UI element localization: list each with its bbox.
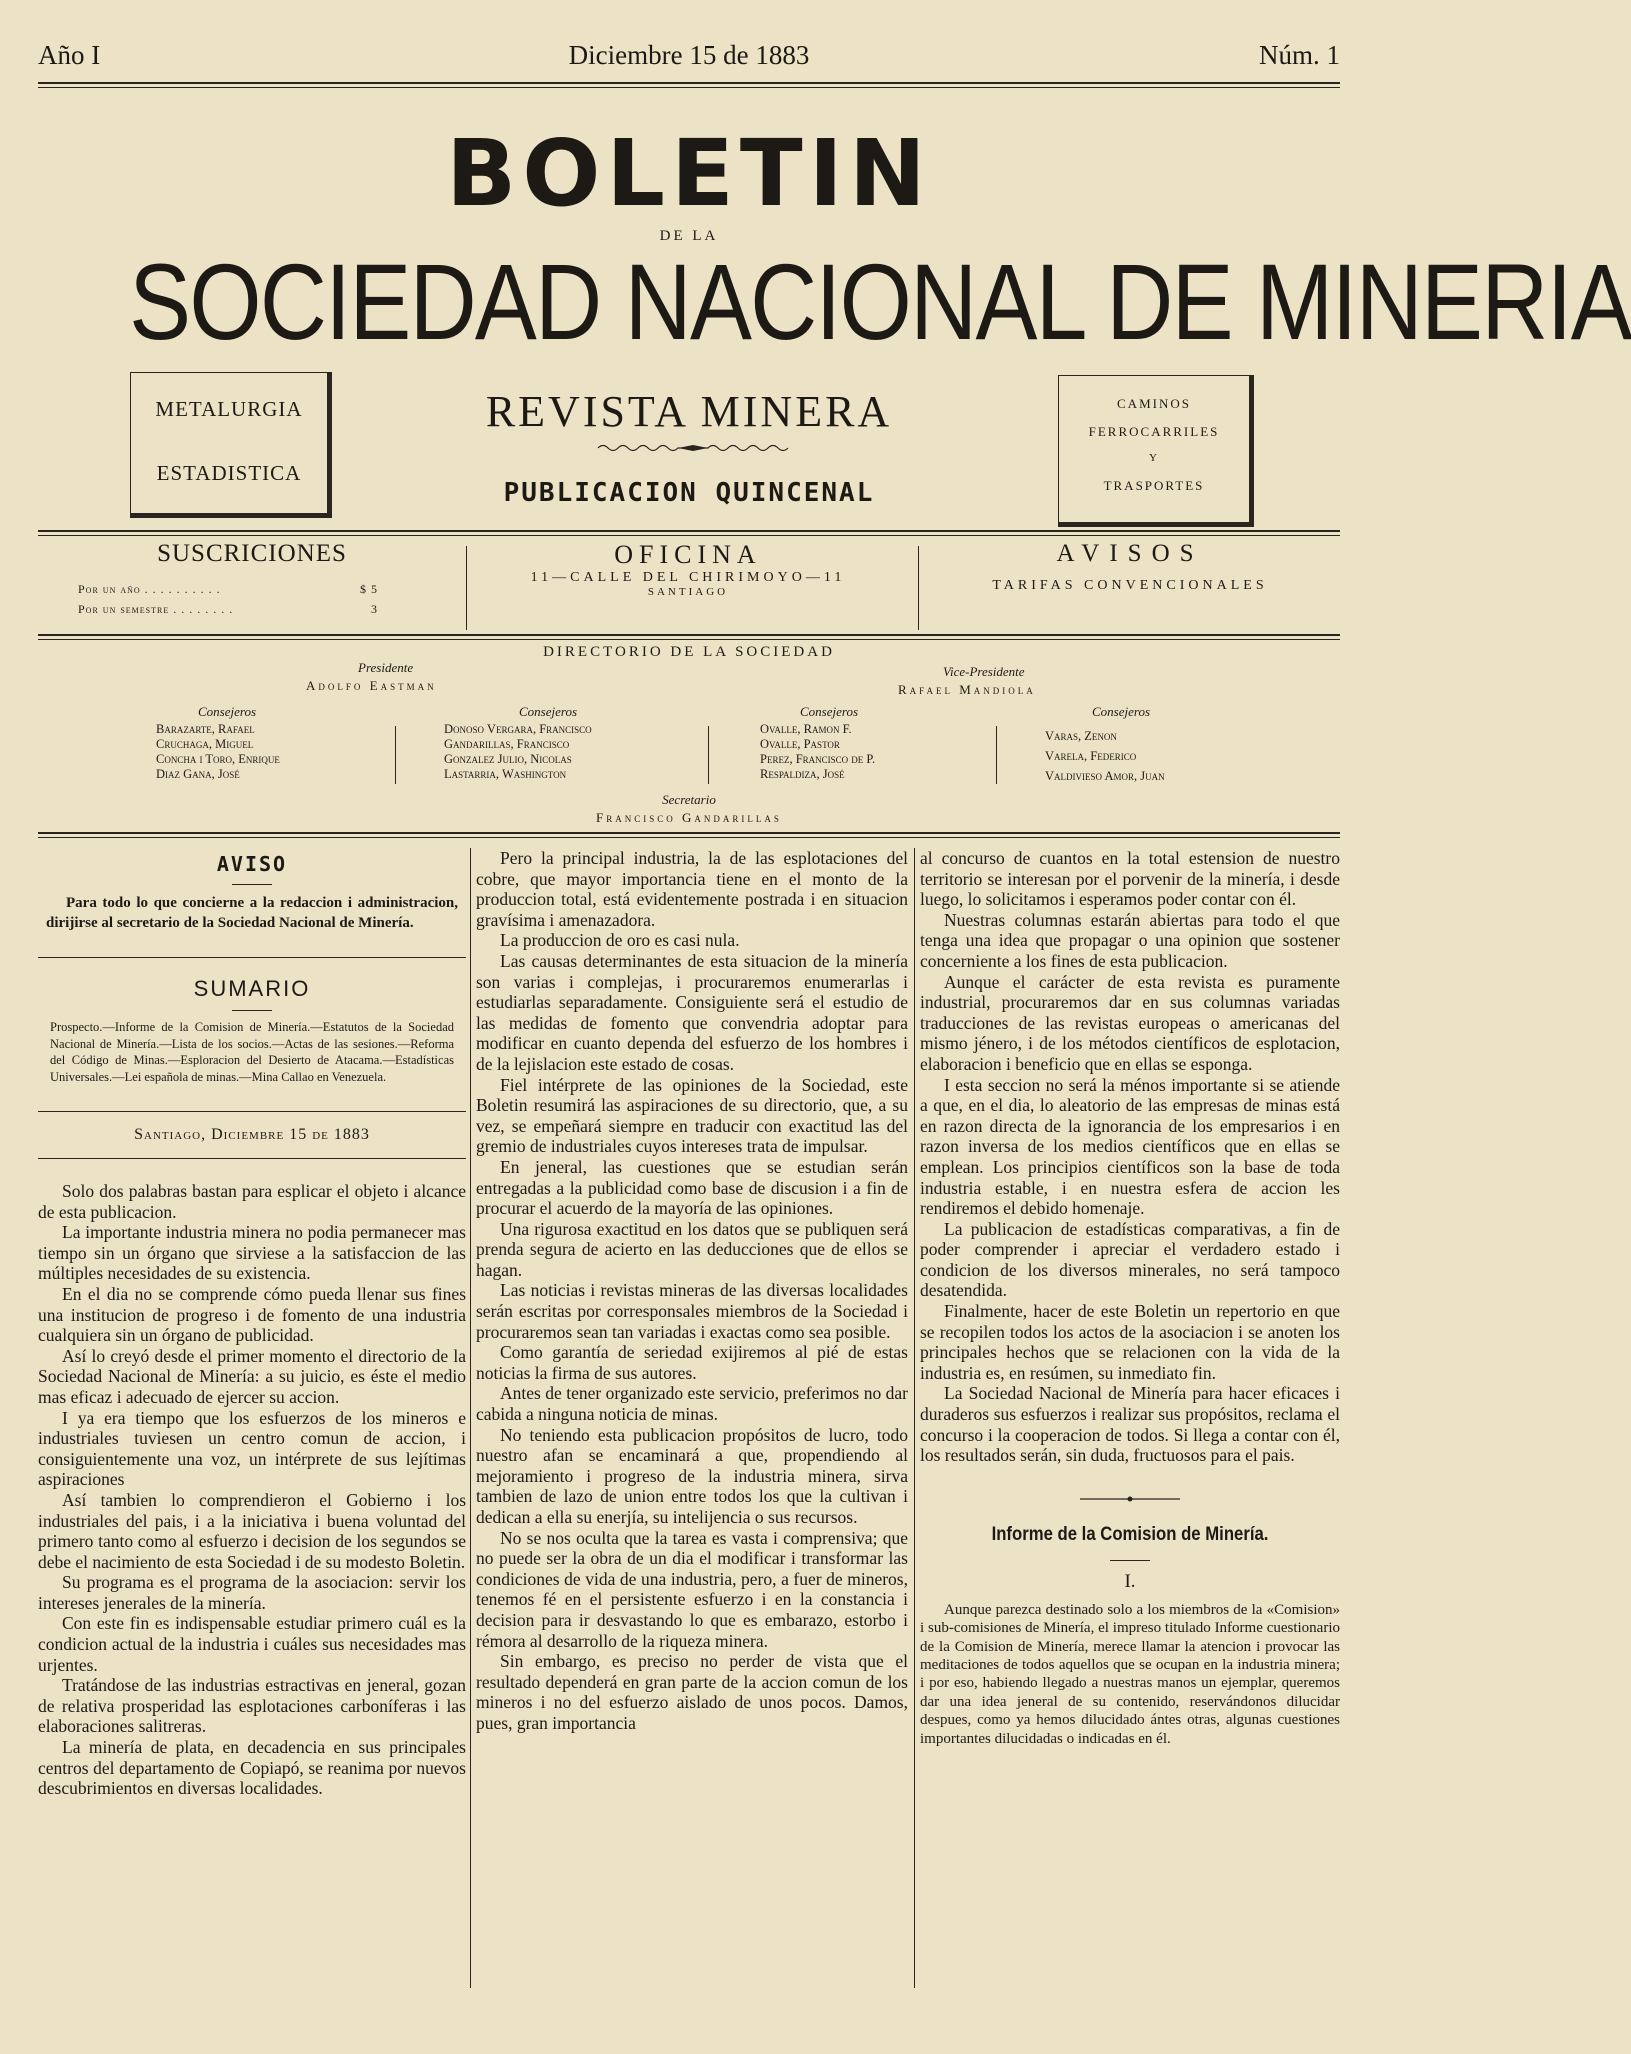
secretario-label: Secretario — [662, 792, 716, 807]
box-caminos — [1058, 375, 1254, 527]
consejeros-label: Consejeros — [1092, 704, 1151, 719]
info-divider — [466, 546, 467, 630]
column-divider — [914, 848, 915, 1988]
prospecto-text — [38, 1181, 466, 1799]
informe-section-number: I. — [1124, 1570, 1136, 1592]
paragraph: Finalmente, hacer de este Boletin un repertorio en que se recopilen todos los actos de la asociacion i se anoten los principales hechos que se relacionen con la vida de la industria es, en resúmen, su inmediato fin. — [920, 1301, 1340, 1383]
revista-minera: REVISTA MINERA — [485, 387, 893, 436]
paragraph: Así tambien lo comprendieron el Gobierno i los industriales del pais, i a la iniciativa i buena voluntad del primero tanto como al esfuerzo i decision de los segundos se debe el nacimiento de esta Sociedad i de su modesto Boletin. — [38, 1489, 466, 1572]
paragraph: Solo dos palabras bastan para esplicar el objeto i alcance de esta publicacion. — [38, 1181, 466, 1222]
paragraph: Las noticias i revistas mineras de las diversas localidades serán escritas por corresponsales miembros de la Sociedad i procuraremos sean tan variadas i exactas como sea posible. — [476, 1280, 908, 1342]
sumario-text: Prospecto.—Informe de la Comision de Minería.—Estatutos de la Sociedad Nacional de Minería.—Lista de los socios.—Actas de las sesiones.—Reforma del Código de Minas.—Esploracion del Desierto de Atacama.—Estadísticas Universales.—Lei española de minas.—Mina Callao en Venezuela. — [50, 1020, 454, 1084]
top-rule — [38, 82, 1340, 88]
presidente-label: Presidente — [358, 660, 414, 675]
aviso-text: Para todo lo que concierne a la redaccion i administracion, dirijirse al secretario de la Sociedad Nacional de Minería. — [46, 895, 458, 931]
paragraph: No se nos oculta que la tarea es vasta i comprensiva; que no puede ser la obra de un dia el modificar i transformar las condiciones de vida de una industria, pero, a fuer de mineros, tenemos fé en el persistente esfuerzo i en la constancia i decision para ir desvastando lo que es embarazo, estorbo i rémora al desarrollo de la riqueza minera. — [476, 1527, 908, 1651]
info-divider — [918, 546, 919, 630]
paragraph: I esta seccion no será la ménos importante si se atiende a que, en el dia, lo aleatorio de las empresas de minas está en razon directa de la ignorancia de los empresarios i en razon inversa de los medios científicos que en ellas se emplean. Los principios científicos son la base de toda industria estable, i en nuestra esfera de accion les rendiremos el debido homenaje. — [920, 1074, 1340, 1219]
suscriciones-block — [38, 540, 466, 636]
ornament-icon — [598, 442, 788, 454]
column-divider — [470, 848, 471, 1988]
informe-title: Informe de la Comision de Minería. — [991, 1523, 1269, 1545]
issue-date: Diciembre 15 de 1883 — [568, 40, 810, 70]
info-rule — [38, 634, 1340, 640]
info-band — [38, 540, 1340, 636]
paragraph: Pero la principal industria, la de las esplotaciones del cobre, que mayor importancia tiene en el monto de la produccion total, está evidentemente postrada i en situacion gravísima i amenazadora. — [476, 848, 908, 930]
susc-row: Por un semestre . . . . . . . . 3 — [78, 602, 378, 616]
avisos-block — [920, 540, 1340, 636]
directorio — [38, 642, 1340, 832]
paragraph: No teniendo esta publicacion propósitos de lucro, todo nuestro afan se encaminará a que, propendiendo al mejoramiento i progreso de la industria minera, sirva tambien de lazo de union entre todos los que la cultivan i dedican a ella su enerjía, su intelijencia o sus recursos. — [476, 1424, 908, 1527]
avisos-title: AVISOS — [1056, 540, 1204, 567]
paragraph: al concurso de cuantos en la total estension de nuestro territorio se interesan por el porvenir de la minería, i desde luego, lo solicitamos i esperamos poder contar con él. — [920, 848, 1340, 910]
dir-divider — [395, 726, 396, 784]
paragraph: La Sociedad Nacional de Minería para hacer eficaces i duraderos sus esfuerzos i realizar sus propósitos, reclama el concurso i la cooperacion de todos. Si llega a contar con él, los resultados serán, sin duda, fructuosos para el pais. — [920, 1383, 1340, 1466]
short-rule — [232, 884, 272, 885]
consejeros-label: Consejeros — [519, 704, 578, 719]
oficina-title: OFICINA — [614, 540, 762, 569]
paragraph: Antes de tener organizado este servicio, preferimos no dar cabida a ninguna noticia de minas. — [476, 1383, 908, 1425]
dateline: Santiago, Diciembre 15 de 1883 — [134, 1126, 370, 1143]
box-right-line: FERROCARRILES — [1088, 424, 1220, 439]
vice-label: Vice-Presidente — [943, 664, 1025, 679]
masthead-de-la: DE LA — [659, 228, 719, 244]
oficina-city: SANTIAGO — [647, 586, 729, 598]
box-right-line: CAMINOS — [1117, 396, 1191, 411]
consejeros-group: Barazarte, Rafael Cruchaga, Miguel Concha i Toro, Enrique Diaz Gana, José — [156, 722, 280, 781]
short-rule — [232, 1010, 272, 1011]
vice-name: Rafael Mandiola — [898, 682, 1036, 697]
directorio-title: DIRECTORIO DE LA SOCIEDAD — [543, 644, 835, 660]
oficina-block — [468, 540, 908, 636]
section-rule — [38, 1111, 466, 1112]
publicacion-quincenal: PUBLICACION QUINCENAL — [503, 478, 875, 508]
oficina-address: 11—CALLE DEL CHIRIMOYO—11 — [530, 570, 846, 585]
paragraph: La minería de plata, en decadencia en sus principales centros del departamento de Copiapó, se reanima por nuevos descubrimientos en diversas localidades. — [38, 1737, 466, 1799]
consejeros-group: Varas, Zenon Varela, Federico Valdivieso Amor, Juan — [1045, 729, 1165, 783]
paragraph: Fiel intérprete de las opiniones de la Sociedad, este Boletin resumirá las aspiraciones de su directorio, que, a su vez, se empeñará siempre en traducir con exactitud las del gremio de industriales cuyos intereses trata de impulsar. — [476, 1074, 908, 1157]
paragraph: Su programa es el programa de la asociacion: servir los intereses jenerales de la minería. — [38, 1572, 466, 1613]
dir-divider — [708, 726, 709, 784]
box-left-line: METALURGIA — [155, 397, 303, 421]
section-rule — [38, 1158, 466, 1159]
paragraph: Aunque parezca destinado solo a los miembros de la «Comision» i sub-comisiones de Minería, el impreso titulado Informe cuestionario de la Comision de Minería, merece llamar la atencion i provocar las meditaciones de todos aquellos que se ocupan en la industria minera; i por eso, habiendo llegado a nuestras manos un ejemplar, queremos dar una idea jeneral de su contenido, reservándonos dilucidar despues, como ya hemos dilucidado ántes otras, algunas cuestiones importantes dilucidadas o indicadas en él. — [920, 1601, 1340, 1747]
paragraph: La publicacion de estadísticas comparativas, a fin de poder comprender i apreciar el verdadero estado i condicion de los diversos minerales, no será tampoco desatendida. — [920, 1218, 1340, 1301]
consejeros-label: Consejeros — [198, 704, 257, 719]
consejeros-label: Consejeros — [800, 704, 859, 719]
paragraph: En el dia no se comprende cómo pueda llenar sus fines una institucion de progreso i de fomento de una industria cualquiera sin un órgano de publicidad. — [38, 1283, 466, 1346]
directorio-rule — [38, 832, 1340, 838]
issue-number: Núm. 1 — [1259, 40, 1340, 70]
paragraph: En jeneral, las cuestiones que se estudian serán entregadas a la publicidad como base de discusion i a fin de procurar el acuerdo de la mayoría de las opiniones. — [476, 1156, 908, 1219]
paragraph: Una rigurosa exactitud en los datos que se publiquen será prenda segura de acierto en las deducciones que de ellos se hagan. — [476, 1218, 908, 1280]
informe-text — [920, 1601, 1340, 1748]
sumario-title: SUMARIO — [193, 976, 311, 1001]
paragraph: Aunque el carácter de esta revista es puramente industrial, procuraremos dar en sus columnas variadas traducciones de las revistas europeas o americanas del mismo jénero, i de los métodos científicos de esplotacion, elaboracion i beneficio que en ellas se esponga. — [920, 971, 1340, 1074]
column-right — [920, 848, 1340, 1748]
dir-divider — [996, 726, 997, 784]
section-rule — [38, 957, 466, 958]
masthead-rule — [38, 530, 1340, 536]
aviso-title: AVISO — [216, 852, 288, 876]
consejeros-group: Ovalle, Ramon F. Ovalle, Pastor Perez, Francisco de P. Respaldiza, José — [760, 722, 876, 781]
masthead-title: BOLETIN — [446, 120, 932, 227]
paragraph: I ya era tiempo que los esfuerzos de los mineros e industriales tuviesen un centro comun de accion, i consiguientemente una voz, un intérprete de sus lejítimas aspiraciones — [38, 1407, 466, 1490]
box-left-line: ESTADISTICA — [156, 461, 302, 485]
issue-year: Año I — [38, 40, 101, 70]
paragraph: Las causas determinantes de esta situacion de la minería son varias i complejas, i procuraremos enumerarlas i estudiarlas separadamente. Consiguiente será el estudio de las medidas de fomento que convendria adoptar para modificar en cuanto dependa del esfuerzo de los hombres i de la lejislacion este estado de cosas. — [476, 950, 908, 1074]
paragraph: Con este fin es indispensable estudiar primero cuál es la condicion actual de la industria i cuáles sus necesidades mas urjentes. — [38, 1613, 466, 1675]
paragraph: La produccion de oro es casi nula. — [500, 930, 740, 951]
column-left — [38, 848, 466, 1799]
avisos-sub: TARIFAS CONVENCIONALES — [992, 578, 1268, 593]
paragraph: La importante industria minera no podia permanecer mas tiempo sin un órgano que sirviese a la satisfaccion de las múltiples necesidades de su existencia. — [38, 1222, 466, 1284]
secretario-name: Francisco Gandarillas — [596, 810, 782, 825]
susc-row: Por un año . . . . . . . . . . $ 5 — [78, 582, 378, 596]
presidente-name: Adolfo Eastman — [306, 678, 437, 693]
newspaper-page — [38, 30, 1631, 2030]
column-middle — [476, 848, 908, 1734]
box-right-line: Y — [1149, 452, 1159, 464]
suscriciones-title: SUSCRICIONES — [157, 540, 347, 567]
paragraph: Sin embargo, es preciso no perder de vista que el resultado dependerá en gran parte de la accion comun de los mineros i no del esfuerzo aislado de unos pocos. Damos, pues, gran importancia — [476, 1651, 908, 1733]
paragraph: Tratándose de las industrias estractivas en jeneral, gozan de relativa prosperidad las esplotaciones carboníferas i las elaboraciones salitreras. — [38, 1675, 466, 1737]
paragraph: Así lo creyó desde el primer momento el directorio de la Sociedad Nacional de Minería: a su juicio, es éste el medio mas eficaz i adecuado de ejercer su accion. — [38, 1345, 466, 1407]
consejeros-group: Donoso Vergara, Francisco Gandarillas, Francisco Gonzalez Julio, Nicolas Lastarria, Washington — [444, 722, 592, 781]
masthead-society: SOCIEDAD NACIONAL DE MINERIA — [129, 241, 1631, 362]
box-right-line: TRASPORTES — [1103, 478, 1205, 493]
paragraph: Como garantía de seriedad exijiremos al pié de estas noticias la firma de sus autores. — [476, 1342, 908, 1383]
paragraph: Nuestras columnas estarán abiertas para todo el que tenga una idea que propagar o una opinion que sostener concerniente a los fines de esta publicacion. — [920, 909, 1340, 971]
separator-ornament-icon — [1080, 1494, 1180, 1504]
short-rule — [1110, 1560, 1150, 1561]
